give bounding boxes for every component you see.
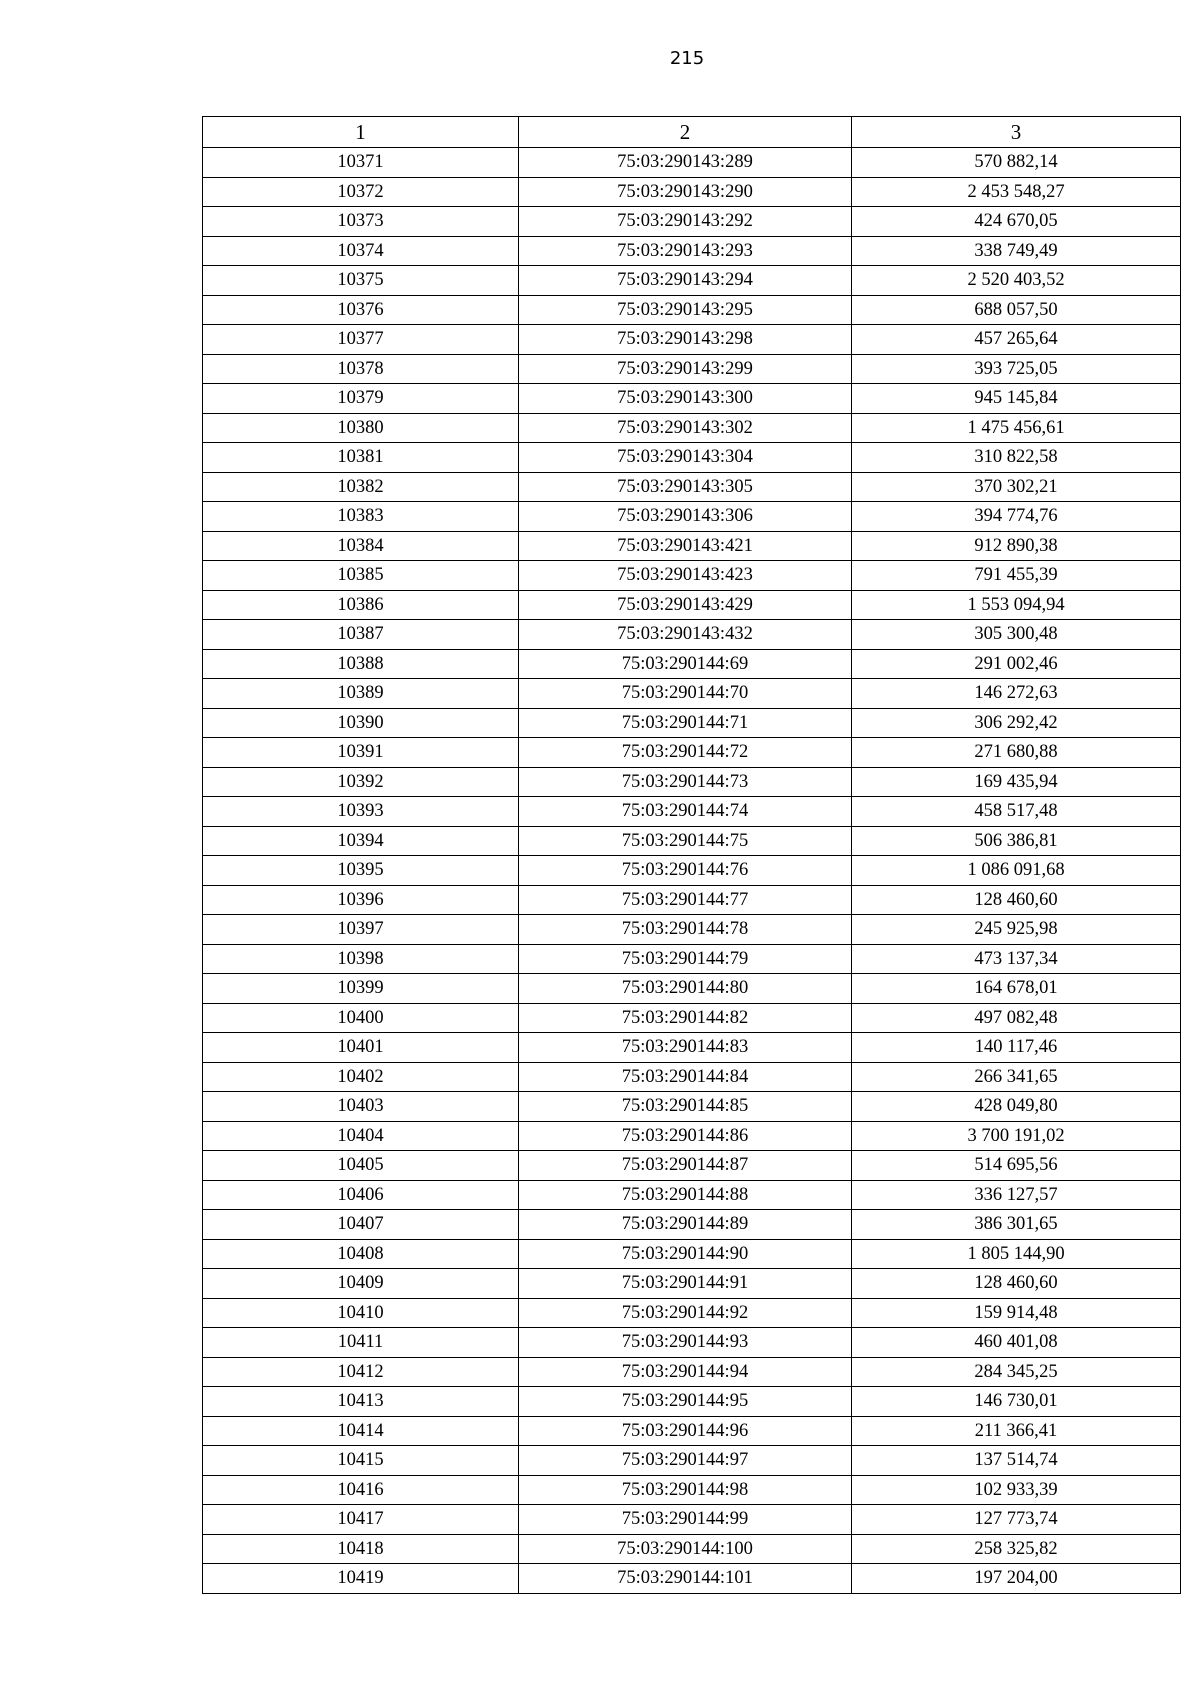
row-number-cell: 10376 [203,295,519,325]
table-row [203,354,1181,384]
row-number-cell: 10384 [203,531,519,561]
column-header-2: 2 [519,117,852,148]
row-number-cell: 10419 [203,1564,519,1594]
value-cell: 169 435,94 [852,767,1181,797]
cadastral-number-cell: 75:03:290144:92 [519,1298,852,1328]
value-cell: 305 300,48 [852,620,1181,650]
table-row [203,1534,1181,1564]
table-row [203,1121,1181,1151]
row-number-cell: 10412 [203,1357,519,1387]
row-number-cell: 10411 [203,1328,519,1358]
row-number-cell: 10400 [203,1003,519,1033]
cadastral-number-cell: 75:03:290143:300 [519,384,852,414]
cadastral-number-cell: 75:03:290143:294 [519,266,852,296]
table-row [203,797,1181,827]
table-row [203,1151,1181,1181]
table-row [203,826,1181,856]
value-cell: 336 127,57 [852,1180,1181,1210]
table-row [203,1298,1181,1328]
page-number: 215 [669,48,705,69]
table-row [203,1357,1181,1387]
value-cell: 211 366,41 [852,1416,1181,1446]
row-number-cell: 10394 [203,826,519,856]
header-row [203,117,1181,148]
column-header-3: 3 [852,117,1181,148]
table-row [203,443,1181,473]
value-cell: 146 730,01 [852,1387,1181,1417]
cadastral-number-cell: 75:03:290143:298 [519,325,852,355]
table-row [203,1210,1181,1240]
row-number-cell: 10378 [203,354,519,384]
row-number-cell: 10398 [203,944,519,974]
table-row [203,620,1181,650]
cadastral-number-cell: 75:03:290143:423 [519,561,852,591]
table-row [203,325,1181,355]
column-header-1: 1 [203,117,519,148]
cadastral-number-cell: 75:03:290144:100 [519,1534,852,1564]
cadastral-number-cell: 75:03:290144:94 [519,1357,852,1387]
value-cell: 271 680,88 [852,738,1181,768]
value-cell: 258 325,82 [852,1534,1181,1564]
row-number-cell: 10373 [203,207,519,237]
table-row [203,207,1181,237]
value-cell: 912 890,38 [852,531,1181,561]
row-number-cell: 10402 [203,1062,519,1092]
row-number-cell: 10389 [203,679,519,709]
value-cell: 394 774,76 [852,502,1181,532]
value-cell: 127 773,74 [852,1505,1181,1535]
cadastral-number-cell: 75:03:290144:90 [519,1239,852,1269]
table-row [203,531,1181,561]
cadastral-number-cell: 75:03:290144:72 [519,738,852,768]
table-row [203,1239,1181,1269]
cadastral-number-cell: 75:03:290144:85 [519,1092,852,1122]
cadastral-number-cell: 75:03:290143:302 [519,413,852,443]
row-number-cell: 10410 [203,1298,519,1328]
value-cell: 1 553 094,94 [852,590,1181,620]
cadastral-number-cell: 75:03:290144:83 [519,1033,852,1063]
cadastral-number-cell: 75:03:290144:86 [519,1121,852,1151]
table-row [203,944,1181,974]
cadastral-number-cell: 75:03:290144:93 [519,1328,852,1358]
row-number-cell: 10403 [203,1092,519,1122]
row-number-cell: 10377 [203,325,519,355]
value-cell: 1 805 144,90 [852,1239,1181,1269]
cadastral-number-cell: 75:03:290143:299 [519,354,852,384]
cadastral-number-cell: 75:03:290144:91 [519,1269,852,1299]
row-number-cell: 10371 [203,148,519,178]
table-row [203,502,1181,532]
cadastral-number-cell: 75:03:290144:75 [519,826,852,856]
row-number-cell: 10399 [203,974,519,1004]
table-row [203,767,1181,797]
row-number-cell: 10390 [203,708,519,738]
value-cell: 506 386,81 [852,826,1181,856]
table-row [203,679,1181,709]
table-row [203,1092,1181,1122]
value-cell: 386 301,65 [852,1210,1181,1240]
table-row [203,384,1181,414]
row-number-cell: 10372 [203,177,519,207]
table-row [203,974,1181,1004]
cadastral-number-cell: 75:03:290143:305 [519,472,852,502]
table-row [203,177,1181,207]
value-cell: 458 517,48 [852,797,1181,827]
table-row [203,1505,1181,1535]
cadastral-number-cell: 75:03:290144:88 [519,1180,852,1210]
table-row [203,413,1181,443]
table-row [203,1062,1181,1092]
value-cell: 457 265,64 [852,325,1181,355]
row-number-cell: 10387 [203,620,519,650]
value-cell: 306 292,42 [852,708,1181,738]
cadastral-number-cell: 75:03:290143:306 [519,502,852,532]
row-number-cell: 10401 [203,1033,519,1063]
value-cell: 291 002,46 [852,649,1181,679]
value-cell: 791 455,39 [852,561,1181,591]
cadastral-number-cell: 75:03:290144:70 [519,679,852,709]
value-cell: 3 700 191,02 [852,1121,1181,1151]
value-cell: 338 749,49 [852,236,1181,266]
cadastral-number-cell: 75:03:290144:76 [519,856,852,886]
value-cell: 164 678,01 [852,974,1181,1004]
value-cell: 245 925,98 [852,915,1181,945]
table-row [203,708,1181,738]
cadastral-number-cell: 75:03:290143:421 [519,531,852,561]
cadastral-number-cell: 75:03:290144:97 [519,1446,852,1476]
row-number-cell: 10396 [203,885,519,915]
cadastral-number-cell: 75:03:290144:82 [519,1003,852,1033]
cadastral-number-cell: 75:03:290143:289 [519,148,852,178]
row-number-cell: 10391 [203,738,519,768]
cadastral-number-cell: 75:03:290144:95 [519,1387,852,1417]
cadastral-number-cell: 75:03:290144:71 [519,708,852,738]
table-row [203,1416,1181,1446]
value-cell: 1 475 456,61 [852,413,1181,443]
cadastral-number-cell: 75:03:290143:293 [519,236,852,266]
row-number-cell: 10405 [203,1151,519,1181]
value-cell: 159 914,48 [852,1298,1181,1328]
row-number-cell: 10385 [203,561,519,591]
row-number-cell: 10392 [203,767,519,797]
cadastral-value-table [202,116,1181,1594]
table-row [203,590,1181,620]
cadastral-number-cell: 75:03:290143:429 [519,590,852,620]
table-body [203,148,1181,1594]
row-number-cell: 10383 [203,502,519,532]
table-row [203,885,1181,915]
value-cell: 393 725,05 [852,354,1181,384]
row-number-cell: 10418 [203,1534,519,1564]
value-cell: 473 137,34 [852,944,1181,974]
table-header [203,117,1181,148]
value-cell: 497 082,48 [852,1003,1181,1033]
table-row [203,1033,1181,1063]
cadastral-number-cell: 75:03:290144:99 [519,1505,852,1535]
cadastral-number-cell: 75:03:290144:98 [519,1475,852,1505]
value-cell: 945 145,84 [852,384,1181,414]
table-row [203,1564,1181,1594]
table-row [203,472,1181,502]
row-number-cell: 10407 [203,1210,519,1240]
value-cell: 2 453 548,27 [852,177,1181,207]
row-number-cell: 10409 [203,1269,519,1299]
row-number-cell: 10381 [203,443,519,473]
value-cell: 137 514,74 [852,1446,1181,1476]
cadastral-number-cell: 75:03:290144:74 [519,797,852,827]
table-row [203,1003,1181,1033]
table-row [203,1446,1181,1476]
table-row [203,738,1181,768]
value-cell: 428 049,80 [852,1092,1181,1122]
cadastral-number-cell: 75:03:290143:304 [519,443,852,473]
row-number-cell: 10382 [203,472,519,502]
row-number-cell: 10416 [203,1475,519,1505]
row-number-cell: 10388 [203,649,519,679]
value-cell: 197 204,00 [852,1564,1181,1594]
cadastral-number-cell: 75:03:290144:101 [519,1564,852,1594]
row-number-cell: 10380 [203,413,519,443]
value-cell: 370 302,21 [852,472,1181,502]
table-row [203,295,1181,325]
table-row [203,236,1181,266]
cadastral-number-cell: 75:03:290144:96 [519,1416,852,1446]
table-row [203,1387,1181,1417]
cadastral-number-cell: 75:03:290144:69 [519,649,852,679]
table-row [203,1328,1181,1358]
table-row [203,649,1181,679]
value-cell: 1 086 091,68 [852,856,1181,886]
value-cell: 128 460,60 [852,885,1181,915]
value-cell: 266 341,65 [852,1062,1181,1092]
row-number-cell: 10379 [203,384,519,414]
table-row [203,561,1181,591]
table-row [203,856,1181,886]
cadastral-number-cell: 75:03:290144:77 [519,885,852,915]
cadastral-number-cell: 75:03:290144:73 [519,767,852,797]
row-number-cell: 10414 [203,1416,519,1446]
value-cell: 514 695,56 [852,1151,1181,1181]
value-cell: 688 057,50 [852,295,1181,325]
table-row [203,1475,1181,1505]
row-number-cell: 10386 [203,590,519,620]
row-number-cell: 10417 [203,1505,519,1535]
table-row [203,266,1181,296]
cadastral-number-cell: 75:03:290144:80 [519,974,852,1004]
cadastral-number-cell: 75:03:290143:290 [519,177,852,207]
row-number-cell: 10404 [203,1121,519,1151]
value-cell: 570 882,14 [852,148,1181,178]
row-number-cell: 10406 [203,1180,519,1210]
value-cell: 284 345,25 [852,1357,1181,1387]
row-number-cell: 10374 [203,236,519,266]
cadastral-number-cell: 75:03:290144:78 [519,915,852,945]
row-number-cell: 10397 [203,915,519,945]
value-cell: 2 520 403,52 [852,266,1181,296]
table-row [203,915,1181,945]
table-row [203,1180,1181,1210]
row-number-cell: 10408 [203,1239,519,1269]
value-cell: 146 272,63 [852,679,1181,709]
table-row [203,148,1181,178]
cadastral-number-cell: 75:03:290144:87 [519,1151,852,1181]
cadastral-number-cell: 75:03:290144:84 [519,1062,852,1092]
table-row [203,1269,1181,1299]
cadastral-number-cell: 75:03:290143:295 [519,295,852,325]
row-number-cell: 10375 [203,266,519,296]
row-number-cell: 10415 [203,1446,519,1476]
value-cell: 310 822,58 [852,443,1181,473]
row-number-cell: 10413 [203,1387,519,1417]
cadastral-number-cell: 75:03:290143:292 [519,207,852,237]
value-cell: 460 401,08 [852,1328,1181,1358]
cadastral-number-cell: 75:03:290143:432 [519,620,852,650]
value-cell: 128 460,60 [852,1269,1181,1299]
row-number-cell: 10393 [203,797,519,827]
cadastral-number-cell: 75:03:290144:79 [519,944,852,974]
row-number-cell: 10395 [203,856,519,886]
value-cell: 102 933,39 [852,1475,1181,1505]
value-cell: 140 117,46 [852,1033,1181,1063]
value-cell: 424 670,05 [852,207,1181,237]
cadastral-number-cell: 75:03:290144:89 [519,1210,852,1240]
